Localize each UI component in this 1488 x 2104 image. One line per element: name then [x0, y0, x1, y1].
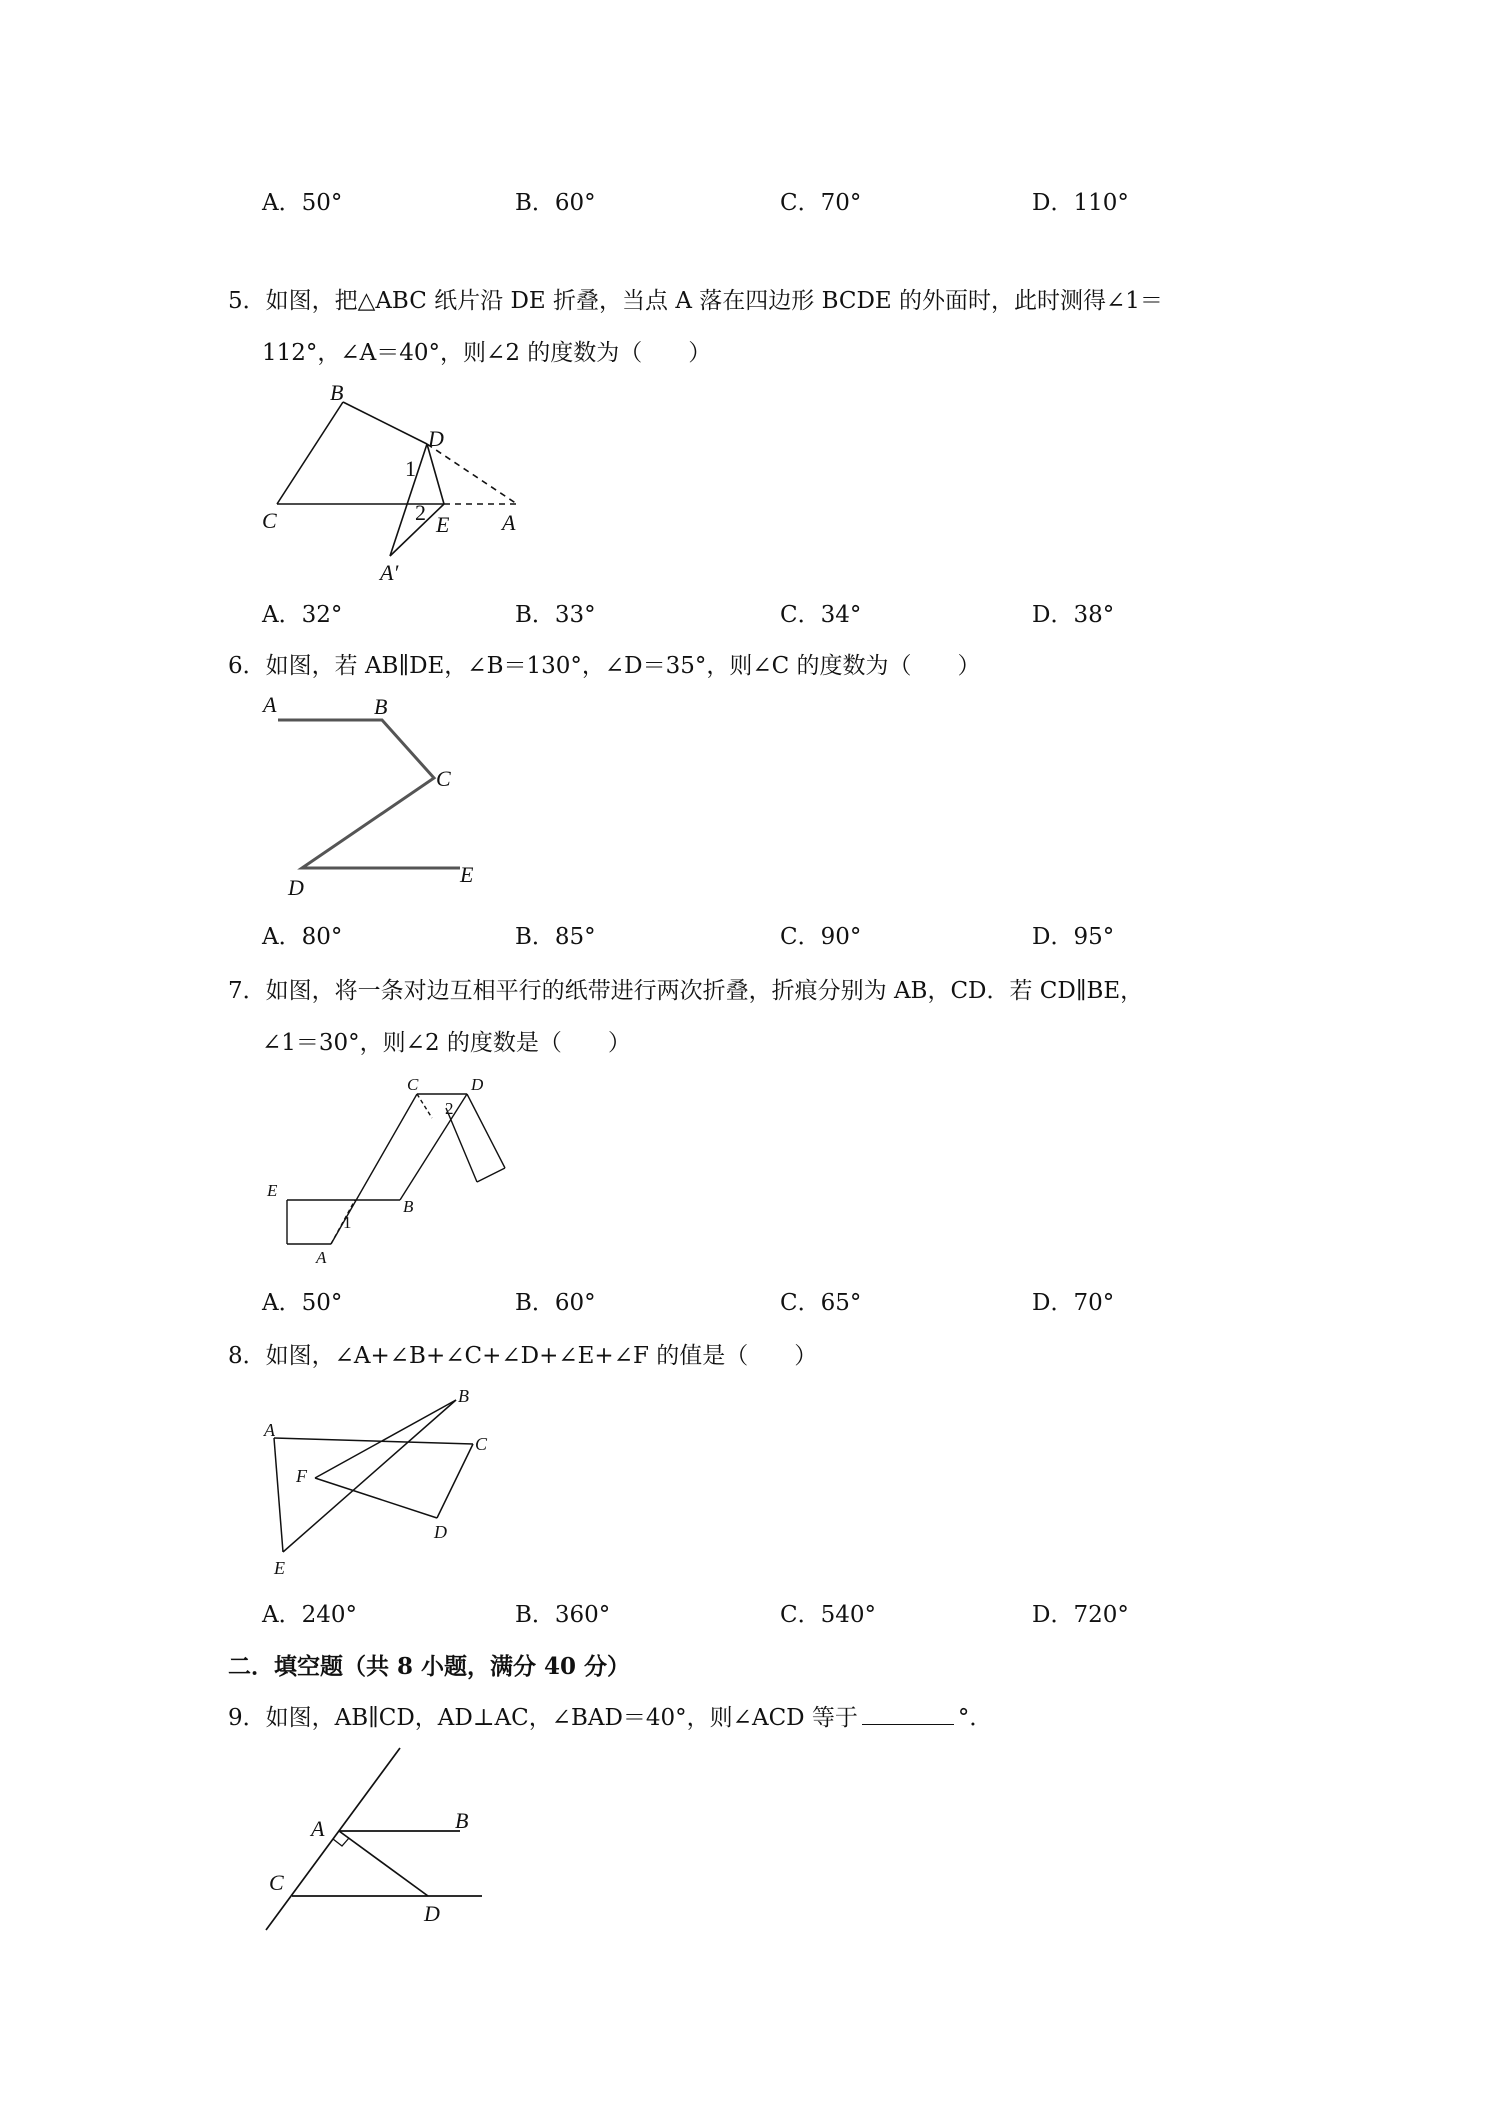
q8-option-a: A．240° — [262, 1602, 358, 1628]
q6-option-a: A．80° — [262, 924, 343, 950]
q7-label-1: 1 — [343, 1213, 352, 1232]
q6-option-d: D．95° — [1032, 924, 1115, 950]
q6-label-e: E — [460, 862, 474, 887]
q9-label-b: B — [455, 1808, 469, 1833]
q8-label-e: E — [274, 1558, 285, 1578]
q8-label-d: D — [434, 1522, 447, 1542]
q6-option-c: C．90° — [780, 924, 862, 950]
q9-stem-suffix: °． — [957, 1705, 993, 1731]
q8-label-a: A — [264, 1420, 275, 1440]
q5-label-1: 1 — [405, 456, 416, 481]
q5-label-2: 2 — [415, 500, 426, 525]
q9-answer-blank[interactable] — [862, 1704, 954, 1725]
q5-stem-line1: 5．如图，把△ABC 纸片沿 DE 折叠，当点 A 落在四边形 BCDE 的外面时，此时测得∠1＝ — [228, 288, 1163, 314]
q5-label-d: D — [428, 426, 444, 451]
q8-stem-line1: 8．如图，∠A+∠B+∠C+∠D+∠E+∠F 的值是（ ） — [228, 1343, 818, 1369]
q5-option-c: C．34° — [780, 602, 862, 628]
q8-label-b: B — [458, 1386, 469, 1406]
q5-label-a: A — [502, 510, 516, 535]
q7-stem-line1: 7．如图，将一条对边互相平行的纸带进行两次折叠，折痕分别为 AB，CD．若 CD∥BE， — [228, 978, 1144, 1004]
q7-option-a: A．50° — [262, 1290, 343, 1316]
q7-label-d: D — [471, 1075, 484, 1094]
q7-label-e: E — [267, 1181, 278, 1200]
q6-label-c: C — [436, 766, 451, 791]
q7-label-a: A — [316, 1248, 327, 1267]
q6-stem-line1: 6．如图，若 AB∥DE，∠B＝130°，∠D＝35°，则∠C 的度数为（ ） — [228, 653, 981, 679]
q9-label-a: A — [311, 1816, 325, 1841]
q7-label-c: C — [407, 1075, 419, 1094]
q9-label-c: C — [269, 1870, 284, 1895]
q5-option-a: A．32° — [262, 602, 343, 628]
q6-label-d: D — [288, 875, 304, 900]
q5-label-c: C — [262, 508, 277, 533]
q4-option-a: A．50° — [262, 190, 343, 216]
q5-option-b: B．33° — [515, 602, 596, 628]
q7-option-b: B．60° — [515, 1290, 596, 1316]
q7-option-d: D．70° — [1032, 1290, 1115, 1316]
section2-title: 二．填空题（共 8 小题，满分 40 分） — [228, 1653, 631, 1680]
q7-label-b: B — [403, 1197, 414, 1216]
q8-option-d: D．720° — [1032, 1602, 1129, 1628]
q4-option-d: D．110° — [1032, 190, 1129, 216]
q9-stem-text: 9．如图，AB∥CD，AD⊥AC，∠BAD＝40°，则∠ACD 等于 — [228, 1705, 858, 1731]
q7-option-c: C．65° — [780, 1290, 862, 1316]
q5-label-e: E — [436, 512, 450, 537]
q5-label-b: B — [330, 380, 344, 405]
q5-option-d: D．38° — [1032, 602, 1115, 628]
q6-label-b: B — [374, 694, 388, 719]
q8-label-c: C — [475, 1434, 488, 1454]
q6-figure — [260, 690, 500, 900]
q9-stem-line1 — [228, 1699, 992, 1732]
q6-label-a: A — [263, 692, 277, 717]
q8-option-c: C．540° — [780, 1602, 876, 1628]
q4-option-c: C．70° — [780, 190, 862, 216]
q7-stem-line2: ∠1＝30°，则∠2 的度数是（ ） — [262, 1030, 631, 1056]
q6-option-b: B．85° — [515, 924, 596, 950]
q9-figure — [260, 1740, 500, 1940]
q5-label-a-prime: A′ — [380, 560, 399, 585]
q9-label-d: D — [424, 1901, 440, 1926]
q5-stem-line2: 112°，∠A＝40°，则∠2 的度数为（ ） — [262, 340, 712, 366]
q7-figure — [265, 1068, 525, 1268]
q8-label-f: F — [296, 1466, 307, 1486]
q7-label-2: 2 — [445, 1099, 454, 1118]
q8-option-b: B．360° — [515, 1602, 611, 1628]
q4-option-b: B．60° — [515, 190, 596, 216]
q5-figure — [260, 380, 540, 585]
q8-figure — [260, 1380, 500, 1580]
